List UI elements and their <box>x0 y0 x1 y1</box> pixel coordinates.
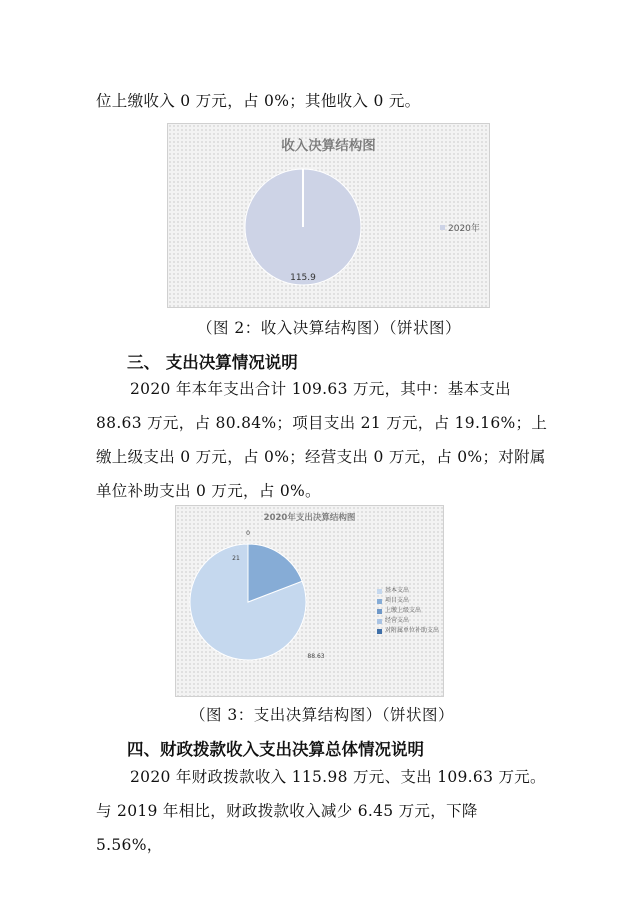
legend-label: 经营支出 <box>385 617 410 624</box>
legend-swatch <box>440 225 445 230</box>
income-pie-svg <box>168 124 489 307</box>
legend-swatch <box>377 609 382 614</box>
income-pie-chart <box>167 123 490 308</box>
pie-data-label: 115.9 <box>290 273 316 283</box>
paragraph-expenditure: 2020 年本年支出合计 109.63 万元，其中：基本支出 88.63 万元，占 80.84%；项目支出 21 万元，占 19.16%；上缴上级支出 0 万元，占 0%；经营支出 0 万元，占 0%；对附属单位补助支出 0 万元，占 0%。 <box>96 380 548 500</box>
legend-item <box>377 616 439 626</box>
legend-swatch <box>377 629 382 634</box>
pie-data-label: 0 <box>246 530 250 537</box>
legend-item <box>377 596 439 606</box>
section-4-heading: 四、财政拨款收入支出决算总体情况说明 <box>127 740 424 759</box>
legend-item <box>377 586 439 596</box>
legend-label: 基本支出 <box>385 587 410 594</box>
legend-item <box>377 606 439 616</box>
section-3-heading: 三、 支出决算情况说明 <box>127 353 298 372</box>
expenditure-chart-legend <box>377 586 439 636</box>
figure-2-caption: （图 2：收入决算结构图）（饼状图） <box>197 319 462 337</box>
expenditure-chart-title: 2020年支出决算结构图 <box>263 513 356 523</box>
paragraph-fiscal: 2020 年财政拨款收入 115.98 万元、支出 109.63 万元。与 2019 年相比，财政拨款收入减少 6.45 万元，下降 5.56%， <box>96 768 546 854</box>
income-chart-title: 收入决算结构图 <box>281 138 376 154</box>
legend-swatch <box>377 619 382 624</box>
paragraph-income-tail: 位上缴收入 0 万元，占 0%；其他收入 0 元。 <box>96 92 421 110</box>
income-chart-legend <box>440 221 480 234</box>
figure-3-caption: （图 3：支出决算结构图）（饼状图） <box>190 706 455 724</box>
pie-data-label: 21 <box>232 555 240 562</box>
legend-swatch <box>377 589 382 594</box>
legend-label: 上缴上级支出 <box>385 607 422 614</box>
legend-swatch <box>377 599 382 604</box>
legend-item <box>377 626 439 636</box>
pie-data-label: 88.63 <box>307 653 325 660</box>
legend-item <box>440 221 480 234</box>
legend-label: 2020年 <box>448 224 480 234</box>
legend-label: 对附属单位补助支出 <box>385 627 440 634</box>
expenditure-pie-chart <box>175 505 444 697</box>
legend-label: 项目支出 <box>385 597 410 604</box>
